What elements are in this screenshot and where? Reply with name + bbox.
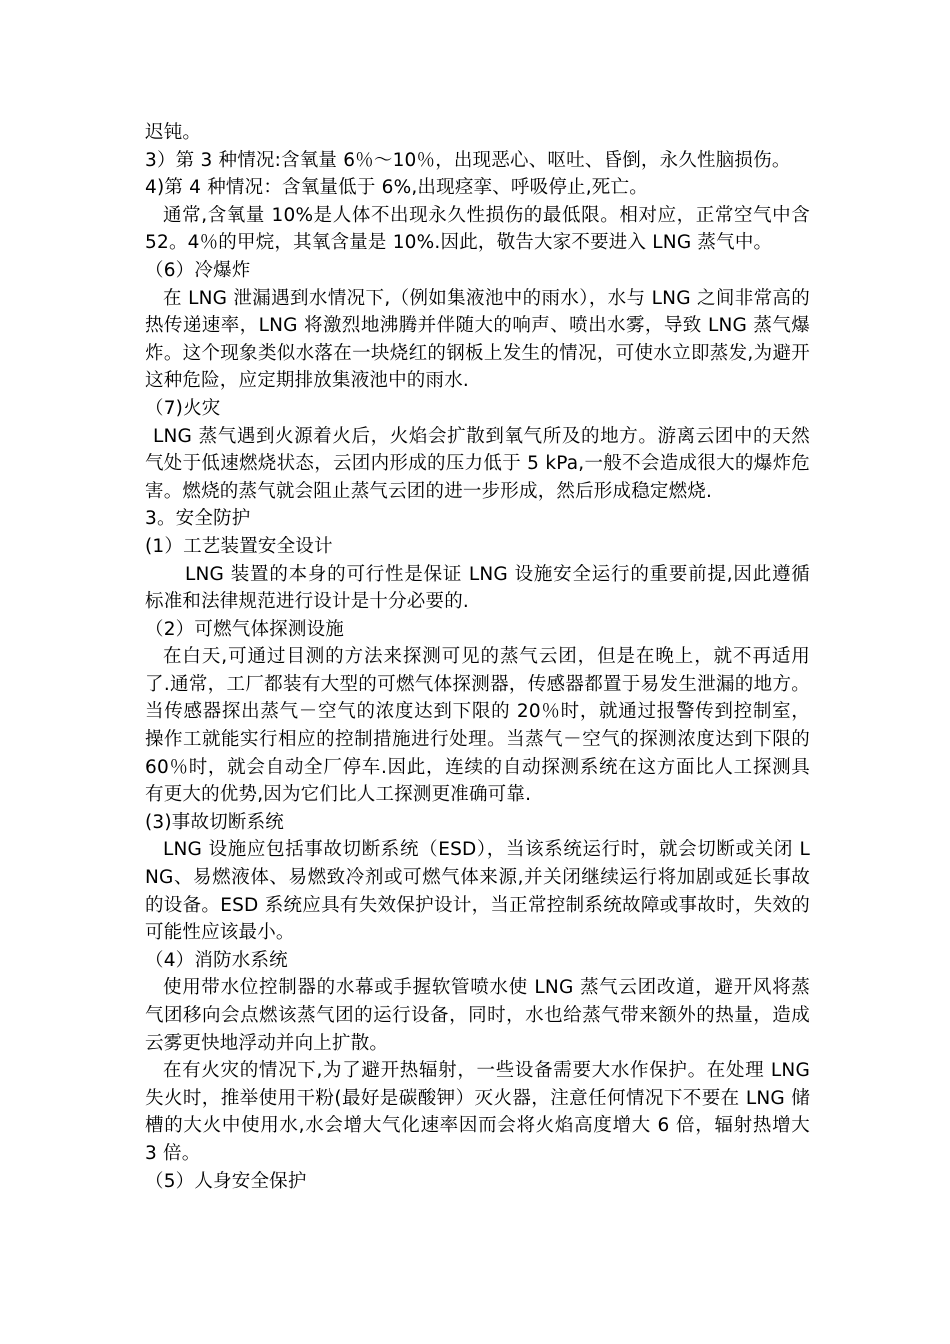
paragraph-cold-explosion: 在 LNG 泄漏遇到水情况下,（例如集液池中的雨水），水与 LNG 之间非常高的热传递速率，LNG 将激烈地沸腾并伴随大的响声、喷出水雾，导致 LNG 蒸气爆炸。这个现象类似水落在一块烧红的钢板上发生的情况，可使水立即蒸发,为避开这种危险，应定期排放集液池中的雨水.	[145, 287, 810, 392]
section-heading-cold-explosion: （6）冷爆炸	[145, 259, 251, 281]
paragraph-esd: LNG 设施应包括事故切断系统（ESD），当该系统运行时，就会切断或关闭 LNG、易燃液体、易燃致冷剂或可燃气体来源,并关闭继续运行将加剧或延长事故的设备。ESD 系统应具有失效保护设计，当正常控制系统故障或事故时，失效的可能性应该最小。	[145, 839, 810, 944]
paragraph-fire: LNG 蒸气遇到火源着火后，火焰会扩散到氧气所及的地方。游离云团中的天然气处于低速燃烧状态，云团内形成的压力低于 5 kPa,一般不会造成很大的爆炸危害。燃烧的蒸气就会阻止蒸气云团的进一步形成，然后形成稳定燃烧.	[145, 425, 810, 502]
paragraph-1: 迟钝。	[145, 122, 202, 143]
paragraph-4: 通常,含氧量 10%是人体不出现永久性损伤的最低限。相对应，正常空气中含 52。4％的甲烷，其氧含量是 10%.因此，敬告大家不要进入 LNG 蒸气中。	[145, 204, 810, 254]
section-heading-fire: （7)火灾	[145, 397, 221, 419]
paragraph-2: 3）第 3 种情况:含氧量 6％～10％，出现恶心、呕吐、昏倒，永久性脑损伤。	[145, 149, 791, 171]
section-heading-esd: (3)事故切断系统	[145, 811, 285, 833]
section-heading-personal-safety: （5）人身安全保护	[145, 1170, 307, 1192]
paragraph-process-design: LNG 装置的本身的可行性是保证 LNG 设施安全运行的重要前提,因此遵循标准和法律规范进行设计是十分必要的.	[145, 563, 810, 613]
section-heading-safety-protection: 3。安全防护	[145, 508, 251, 530]
paragraph-fire-water-1: 使用带水位控制器的水幕或手握软管喷水使 LNG 蒸气云团改道，避开风将蒸气团移向会点燃该蒸气团的运行设备，同时，水也给蒸气带来额外的热量，造成云雾更快地浮动并向上扩散。	[145, 977, 810, 1054]
section-heading-fire-water: （4）消防水系统	[145, 949, 288, 971]
document-page	[145, 119, 810, 1195]
paragraph-fire-water-2: 在有火灾的情况下,为了避开热辐射，一些设备需要大水作保护。在处理 LNG 失火时，推举使用干粉(最好是碳酸钾）灭火器，注意任何情况下不要在 LNG 储槽的大火中使用水,水会增大气化速率因而会将火焰高度增大 6 倍，辐射热增大 3 倍。	[145, 1060, 810, 1164]
section-heading-process-design: (1）工艺装置安全设计	[145, 535, 333, 557]
section-heading-gas-detection: （2）可燃气体探测设施	[145, 618, 344, 640]
paragraph-3: 4)第 4 种情况：含氧量低于 6%,出现痉挛、呼吸停止,死亡。	[145, 177, 648, 199]
paragraph-gas-detection: 在白天,可通过目测的方法来探测可见的蒸气云团，但是在晚上，就不再适用了.通常，工厂都装有大型的可燃气体探测器，传感器都置于易发生泄漏的地方。当传感器探出蒸气－空气的浓度达到下限的 20％时，就通过报警传到控制室，操作工就能实行相应的控制措施进行处理。当蒸气－空气的探测浓度达到下限的 60％时，就会自动全厂停车.因此，连续的自动探测系统在这方面比人工探测具有更大的优势,因为它们比人工探测更准确可靠.	[145, 646, 810, 806]
